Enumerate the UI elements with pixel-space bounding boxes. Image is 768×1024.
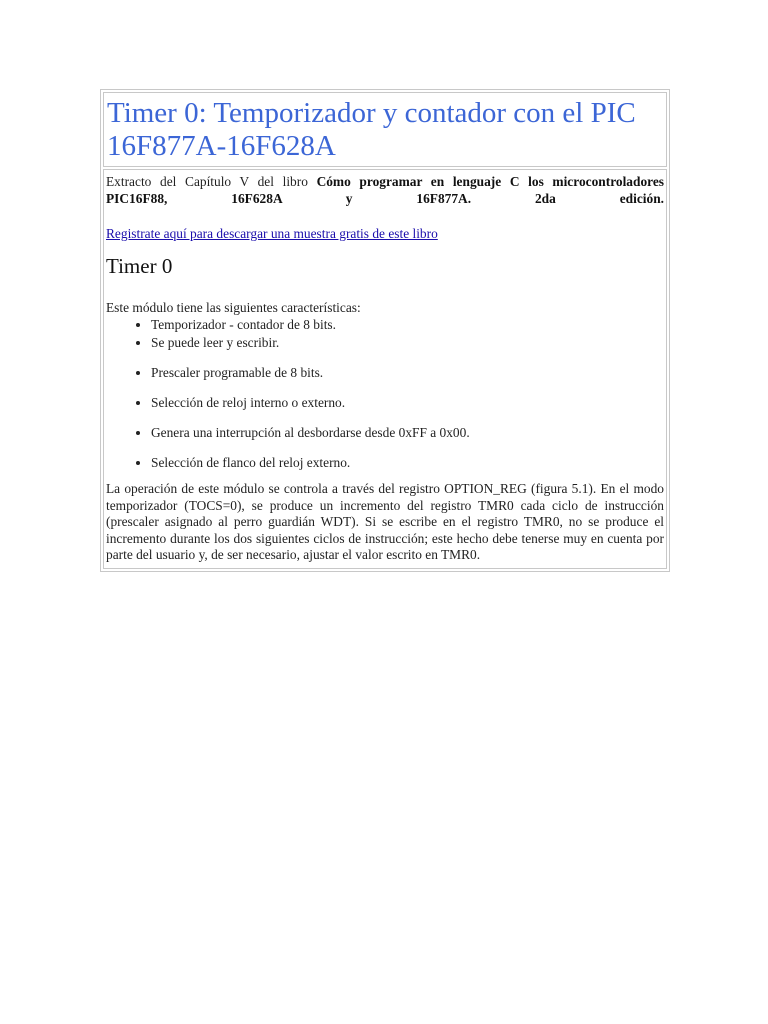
list-item: • Temporizador - contador de 8 bits.: [151, 316, 664, 333]
section-heading: Timer 0: [106, 254, 173, 278]
download-link-line: [106, 225, 664, 242]
list-item: • Prescaler programable de 8 bits.: [151, 364, 664, 381]
intro-prefix: Extracto del Capítulo V del libro: [106, 174, 317, 189]
lead-text: Este módulo tiene las siguientes características:: [106, 300, 361, 315]
list-item: • Genera una interrupción al desbordarse desde 0xFF a 0x00.: [151, 424, 664, 441]
list-item: • Selección de flanco del reloj externo.: [151, 454, 664, 471]
book-intro: [106, 173, 664, 207]
document-frame: [100, 89, 670, 572]
list-item: • Selección de reloj interno o externo.: [151, 394, 664, 411]
page-title: Timer 0: Temporizador y contador con el PIC 16F877A-16F628A: [107, 97, 636, 162]
content-cell: [103, 169, 667, 569]
features-list: [106, 316, 664, 471]
download-sample-link[interactable]: Registrate aquí para descargar una muestra gratis de este libro: [106, 226, 438, 241]
description-paragraph: La operación de este módulo se controla a través del registro OPTION_REG (figura 5.1). En el modo temporizador (TOCS=0), se produce un incremento del registro TMR0 cada ciclo de instrucción (prescaler asignado al perro guardián WDT). Si se escribe en el registro TMR0, no se produce el incremento durante los dos siguientes ciclos de instrucción; este hecho debe tenerse muy en cuenta por parte del usuario y, de ser necesario, ajustar el valor escrito en TMR0.: [106, 481, 664, 563]
list-item: • Se puede leer y escribir.: [151, 334, 664, 351]
title-cell: [103, 92, 667, 167]
book-title: Cómo programar en lenguaje C los microcontroladores PIC16F88, 16F628A y 16F877A. 2da edición.: [106, 174, 664, 206]
